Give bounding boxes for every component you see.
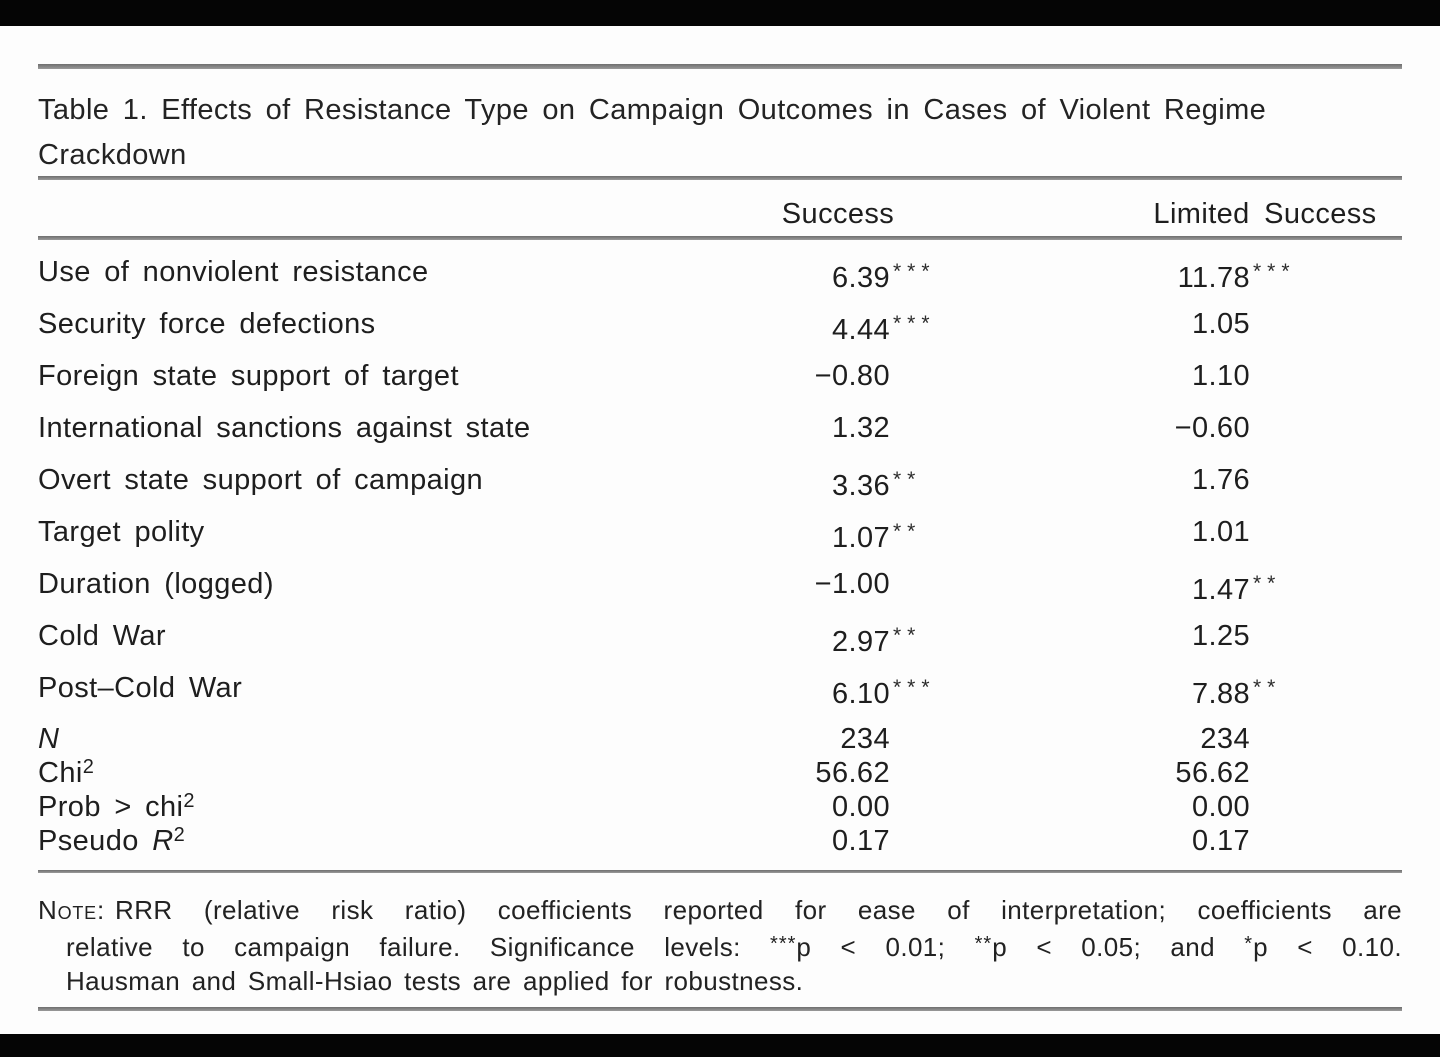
success-value (690, 350, 890, 402)
success-value (690, 662, 936, 720)
coefficient: 1.25 (1191, 620, 1250, 652)
row-label: Foreign state support of target (38, 360, 459, 392)
coefficient: 2.97 (831, 626, 890, 658)
limited-success-value (1050, 454, 1250, 506)
stat-number: 234 (840, 723, 890, 755)
success-value (690, 246, 936, 304)
coefficient: 1.76 (1191, 464, 1250, 496)
header-bottom-rule (38, 236, 1402, 240)
coefficient: 6.39 (831, 262, 890, 294)
column-header-success: Success (781, 198, 895, 230)
stat-number: 0.00 (1191, 791, 1250, 823)
table-row (38, 610, 1402, 662)
note-text: RRR (relative risk ratio) coefficients reported for ease of interpretation; coefficients are (115, 895, 1402, 925)
table-body (38, 246, 1402, 714)
stats-label: Pseudo $R^2$ (38, 824, 186, 857)
success-stat-value (690, 824, 890, 858)
limited-success-value (1050, 610, 1250, 662)
row-label: Cold War (38, 620, 166, 652)
coefficient: 7.88 (1191, 678, 1250, 710)
stats-row (38, 722, 1402, 756)
column-header-limited-success: Limited Success (1153, 198, 1377, 230)
stat-number: 0.00 (831, 791, 890, 823)
limited-success-stat-value (1050, 790, 1250, 824)
coefficient: 1.07 (831, 522, 890, 554)
significance-stars: *** (893, 676, 936, 699)
significance-stars: ** (893, 520, 922, 543)
note-line-3: Hausman and Small-Hsiao tests are applied for robustness. (66, 966, 804, 996)
limited-success-value (1050, 506, 1250, 558)
coefficient: 3.36 (831, 470, 890, 502)
coefficient: 6.10 (831, 678, 890, 710)
table-row (38, 298, 1402, 350)
significance-stars: ** (893, 468, 922, 491)
stats-row (38, 756, 1402, 790)
success-value (690, 610, 921, 668)
limited-success-value (1050, 558, 1281, 616)
success-value (690, 454, 921, 512)
success-stat-value (690, 722, 890, 756)
row-label: Post–Cold War (38, 672, 243, 704)
row-label: Duration (logged) (38, 568, 274, 600)
coefficient: 1.10 (1191, 360, 1250, 392)
significance-stars: *** (893, 260, 936, 283)
row-label: Security force defections (38, 308, 376, 340)
stat-number: 56.62 (1175, 757, 1250, 789)
coefficient: −0.60 (1174, 412, 1250, 444)
table-row (38, 506, 1402, 558)
success-value (690, 558, 890, 610)
coefficient: 4.44 (831, 314, 890, 346)
success-value (690, 298, 936, 356)
bottom-rule (38, 1007, 1402, 1011)
row-label: Use of nonviolent resistance (38, 256, 429, 288)
note-significance-stars: * (1244, 933, 1254, 955)
row-label: Target polity (38, 516, 205, 548)
stats-label: Prob > chi$^2$ (38, 790, 195, 823)
table-stats (38, 722, 1402, 858)
top-rule (38, 64, 1402, 69)
note-line-2: relative to campaign failure. Significance levels: ***p < 0.01; **p < 0.05; and *p < 0.10. (66, 932, 1402, 962)
header-top-rule (38, 176, 1402, 180)
stat-number: 56.62 (815, 757, 890, 789)
stat-number: 0.17 (831, 825, 890, 857)
stats-label: N (38, 723, 60, 755)
coefficient: −1.00 (814, 568, 890, 600)
stats-row (38, 790, 1402, 824)
success-value (690, 506, 921, 564)
coefficient: 1.01 (1191, 516, 1250, 548)
table-title (38, 88, 1402, 178)
table-row (38, 402, 1402, 454)
limited-success-value (1050, 298, 1250, 350)
note-line-1 (38, 893, 1402, 927)
significance-stars: *** (893, 312, 936, 335)
significance-stars: *** (1253, 260, 1296, 283)
significance-stars: ** (1253, 572, 1282, 595)
success-value (690, 402, 890, 454)
top-black-bar (0, 0, 1440, 26)
limited-success-value (1050, 402, 1250, 454)
coefficient: 1.05 (1191, 308, 1250, 340)
coefficient: 1.47 (1191, 574, 1250, 606)
limited-success-stat-value (1050, 756, 1250, 790)
table-row (38, 246, 1402, 298)
limited-success-value (1050, 350, 1250, 402)
significance-stars: ** (893, 624, 922, 647)
stat-number: 0.17 (1191, 825, 1250, 857)
limited-success-stat-value (1050, 824, 1250, 858)
limited-success-value (1050, 246, 1296, 304)
coefficient: 11.78 (1177, 262, 1250, 294)
table-row (38, 558, 1402, 610)
coefficient: −0.80 (814, 360, 890, 392)
success-stat-value (690, 790, 890, 824)
note-significance-stars: ** (974, 933, 993, 955)
coefficient: 1.32 (831, 412, 890, 444)
note-label: Note: (38, 895, 106, 925)
stat-number: 234 (1200, 723, 1250, 755)
table-title-line-2: Crackdown (38, 139, 187, 171)
row-label: Overt state support of campaign (38, 464, 484, 496)
significance-stars: ** (1253, 676, 1282, 699)
bottom-black-bar (0, 1034, 1440, 1057)
stats-bottom-rule (38, 870, 1402, 873)
table-row (38, 454, 1402, 506)
row-label: International sanctions against state (38, 412, 531, 444)
note-significance-stars: *** (770, 933, 797, 955)
success-stat-value (690, 756, 890, 790)
stats-label: Chi$^2$ (38, 756, 95, 789)
table-note (38, 893, 1402, 998)
table-row (38, 662, 1402, 714)
limited-success-stat-value (1050, 722, 1250, 756)
table-row (38, 350, 1402, 402)
stats-row (38, 824, 1402, 858)
table-title-line-1: Table 1. Effects of Resistance Type on Campaign Outcomes in Cases of Violent Regime (38, 94, 1267, 126)
limited-success-value (1050, 662, 1281, 720)
